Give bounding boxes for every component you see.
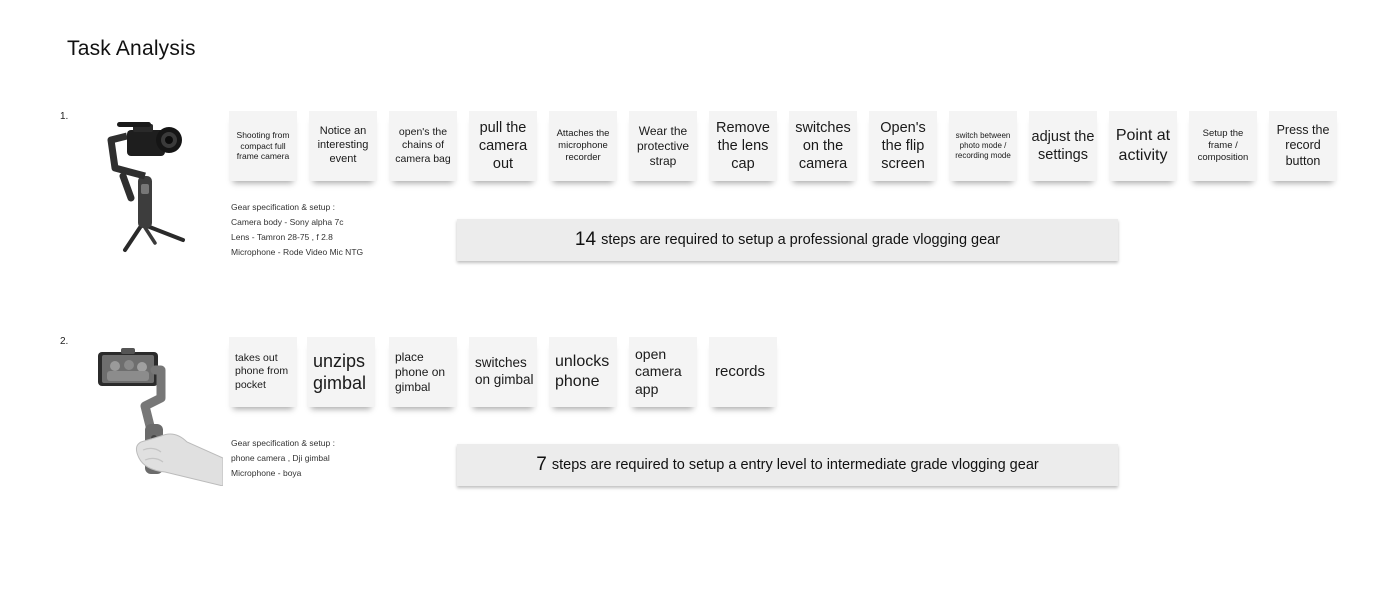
task-step-card: unzips gimbal (307, 337, 375, 407)
summary-banner (457, 444, 1118, 486)
task-step-card: Shooting from compact full frame camera (229, 111, 297, 181)
summary-count: 7 (536, 454, 547, 475)
phone-gimbal-icon (95, 346, 223, 486)
task-step-card: Wear the protective strap (629, 111, 697, 181)
gear-spec-line: Gear specification & setup : (231, 438, 335, 448)
task-step-card: switches on the camera (789, 111, 857, 181)
gear-spec (231, 436, 335, 481)
task-step-card: open camera app (629, 337, 697, 407)
task-step-card: adjust the settings (1029, 111, 1097, 181)
task-step-card: takes out phone from pocket (229, 337, 297, 407)
gear-spec-line: Microphone - Rode Video Mic NTG (231, 247, 364, 257)
gear-spec-line: phone camera , Dji gimbal (231, 453, 330, 463)
summary-count: 14 (574, 229, 597, 250)
row-number: 1. (60, 111, 69, 122)
gear-spec-line: Gear specification & setup : (231, 202, 335, 212)
task-step-card: Open's the flip screen (869, 111, 937, 181)
task-step-card: Point at activity (1109, 111, 1177, 181)
gear-spec (231, 200, 363, 260)
task-step-card: records (709, 337, 777, 407)
task-step-card: Attaches the microphone recorder (549, 111, 617, 181)
gear-spec-line: Lens - Tamron 28-75 , f 2.8 (231, 232, 333, 242)
row-number: 2. (60, 336, 69, 347)
summary-text: steps are required to setup a entry level to intermediate grade vlogging gear (551, 457, 1039, 473)
page-title: Task Analysis (67, 37, 196, 60)
summary-banner (457, 219, 1118, 261)
task-step-card: pull the camera out (469, 111, 537, 181)
task-step-card: switches on gimbal (469, 337, 537, 407)
task-step-card: Press the record button (1269, 111, 1337, 181)
task-step-card: place phone on gimbal (389, 337, 457, 407)
camera-gimbal-icon (97, 118, 192, 258)
task-step-card: open's the chains of camera bag (389, 111, 457, 181)
task-step-card: unlocks phone (549, 337, 617, 407)
task-step-card: Notice an interesting event (309, 111, 377, 181)
task-step-card: Remove the lens cap (709, 111, 777, 181)
summary-text: steps are required to setup a professional grade vlogging gear (601, 232, 1001, 248)
task-step-card: switch between photo mode / recording mode (949, 111, 1017, 181)
gear-spec-line: Microphone - boya (231, 468, 302, 478)
gear-spec-line: Camera body - Sony alpha 7c (231, 217, 344, 227)
task-step-card: Setup the frame / composition (1189, 111, 1257, 181)
